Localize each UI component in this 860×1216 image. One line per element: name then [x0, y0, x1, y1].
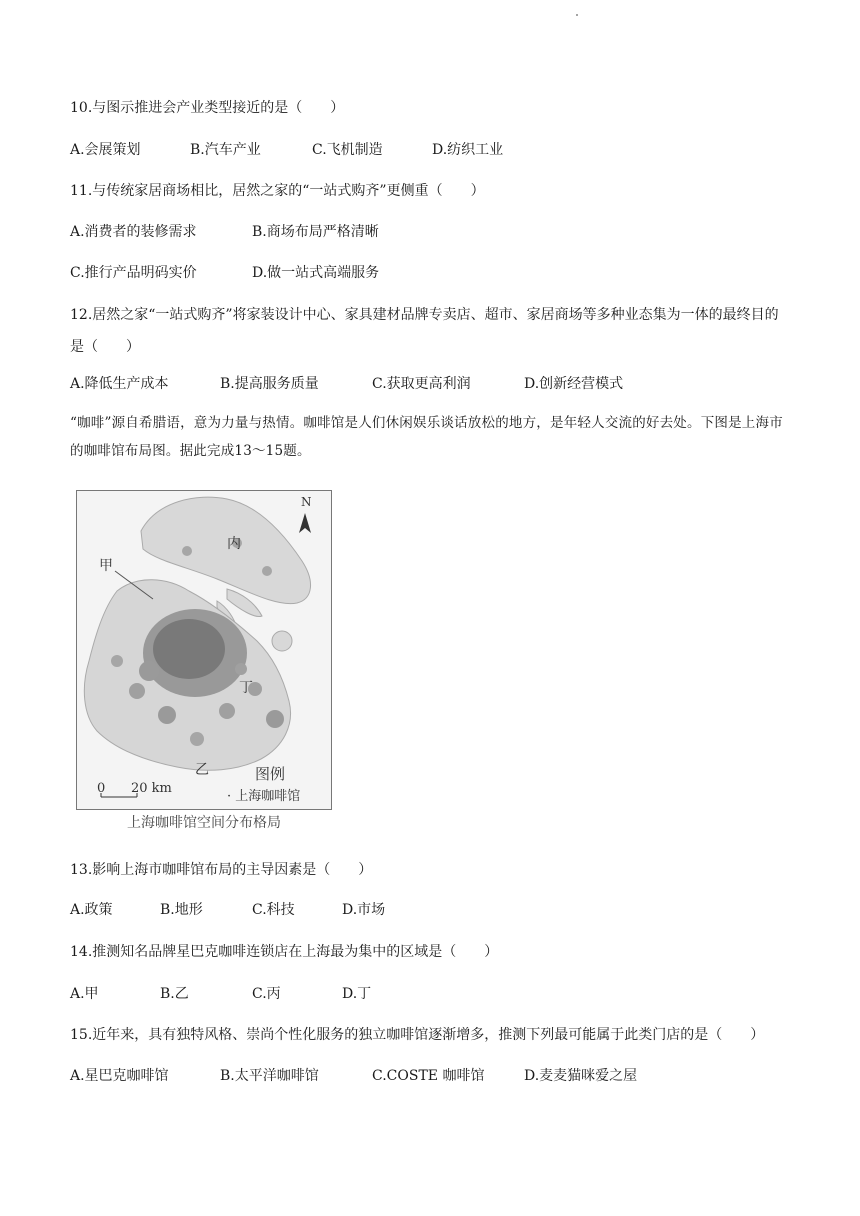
q14-option-a[interactable]: A.甲	[70, 986, 99, 1002]
question-11-stem: 11.与传统家居商场相比，居然之家的“一站式购齐”更侧重（ ）	[70, 183, 485, 199]
q11-option-a[interactable]: A.消费者的装修需求	[70, 224, 197, 240]
question-12-stem: 12.居然之家“一站式购齐”将家装设计中心、家具建材品牌专卖店、超市、家居商场等多种业态集为一体的最终目的是（ ）	[70, 307, 779, 355]
map-label-jia: 甲	[99, 558, 113, 574]
q13-option-a[interactable]: A.政策	[70, 902, 113, 918]
q12-option-b[interactable]: B.提高服务质量	[220, 376, 319, 392]
north-arrow-label: N	[301, 495, 312, 509]
question-13-options	[70, 900, 430, 920]
question-14-stem: 14.推测知名品牌星巴克咖啡连锁店在上海最为集中的区域是（ ）	[70, 944, 499, 960]
map-label-ding: 丁	[239, 680, 253, 696]
q15-option-a[interactable]: A.星巴克咖啡馆	[70, 1068, 169, 1084]
map-frame	[76, 490, 332, 810]
question-13-stem: 13.影响上海市咖啡馆布局的主导因素是（ ）	[70, 862, 373, 878]
question-15-options	[70, 1066, 670, 1086]
reading-passage: “咖啡”源自希腊语，意为力量与热情。咖啡馆是人们休闲娱乐谈话放松的地方，是年轻人交流的好去处。下图是上海市的咖啡馆布局图。据此完成13～15题。	[70, 415, 783, 459]
q14-option-c[interactable]: C.丙	[252, 986, 281, 1002]
q11-option-c[interactable]: C.推行产品明码实价	[70, 265, 197, 281]
q14-option-b[interactable]: B.乙	[160, 986, 189, 1002]
question-11-options-row2	[70, 263, 430, 283]
map-caption: 上海咖啡馆空间分布格局	[127, 815, 281, 831]
question-15-stem: 15.近年来，具有独特风格、崇尚个性化服务的独立咖啡馆逐渐增多，推测下列最可能属于此类门店的是（ ）	[70, 1027, 765, 1043]
q15-option-b[interactable]: B.太平洋咖啡馆	[220, 1068, 319, 1084]
q13-option-b[interactable]: B.地形	[160, 902, 203, 918]
q10-option-c[interactable]: C.飞机制造	[312, 142, 383, 158]
q15-option-c[interactable]: C.COSTE 咖啡馆	[372, 1068, 485, 1084]
q13-option-d[interactable]: D.市场	[342, 902, 386, 918]
q13-option-c[interactable]: C.科技	[252, 902, 295, 918]
map-label-bing: 内	[227, 536, 241, 552]
question-14-options	[70, 984, 430, 1004]
question-11-options-row1	[70, 222, 430, 242]
legend-item-cafe: · 上海咖啡馆	[227, 789, 301, 804]
question-12-options	[70, 374, 670, 394]
q10-option-b[interactable]: B.汽车产业	[190, 142, 261, 158]
map-label-yi: 乙	[195, 762, 209, 778]
question-10-stem: 10.与图示推进会产业类型接近的是（ ）	[70, 100, 345, 116]
scale-value: 20 km	[131, 781, 172, 796]
q12-option-d[interactable]: D.创新经营模式	[524, 376, 624, 392]
legend-title: 图例	[255, 765, 286, 783]
q11-option-d[interactable]: D.做一站式高端服务	[252, 265, 380, 281]
question-10-options	[70, 140, 550, 160]
q10-option-a[interactable]: A.会展策划	[70, 142, 141, 158]
q12-option-a[interactable]: A.降低生产成本	[70, 376, 169, 392]
page-mark	[576, 14, 578, 16]
q10-option-d[interactable]: D.纺织工业	[432, 142, 504, 158]
q15-option-d[interactable]: D.麦麦猫咪爱之屋	[524, 1068, 638, 1084]
scale-zero: 0	[97, 781, 106, 796]
q11-option-b[interactable]: B.商场布局严格清晰	[252, 224, 379, 240]
shanghai-cafe-map-figure	[76, 490, 332, 836]
q14-option-d[interactable]: D.丁	[342, 986, 372, 1002]
q12-option-c[interactable]: C.获取更高利润	[372, 376, 471, 392]
